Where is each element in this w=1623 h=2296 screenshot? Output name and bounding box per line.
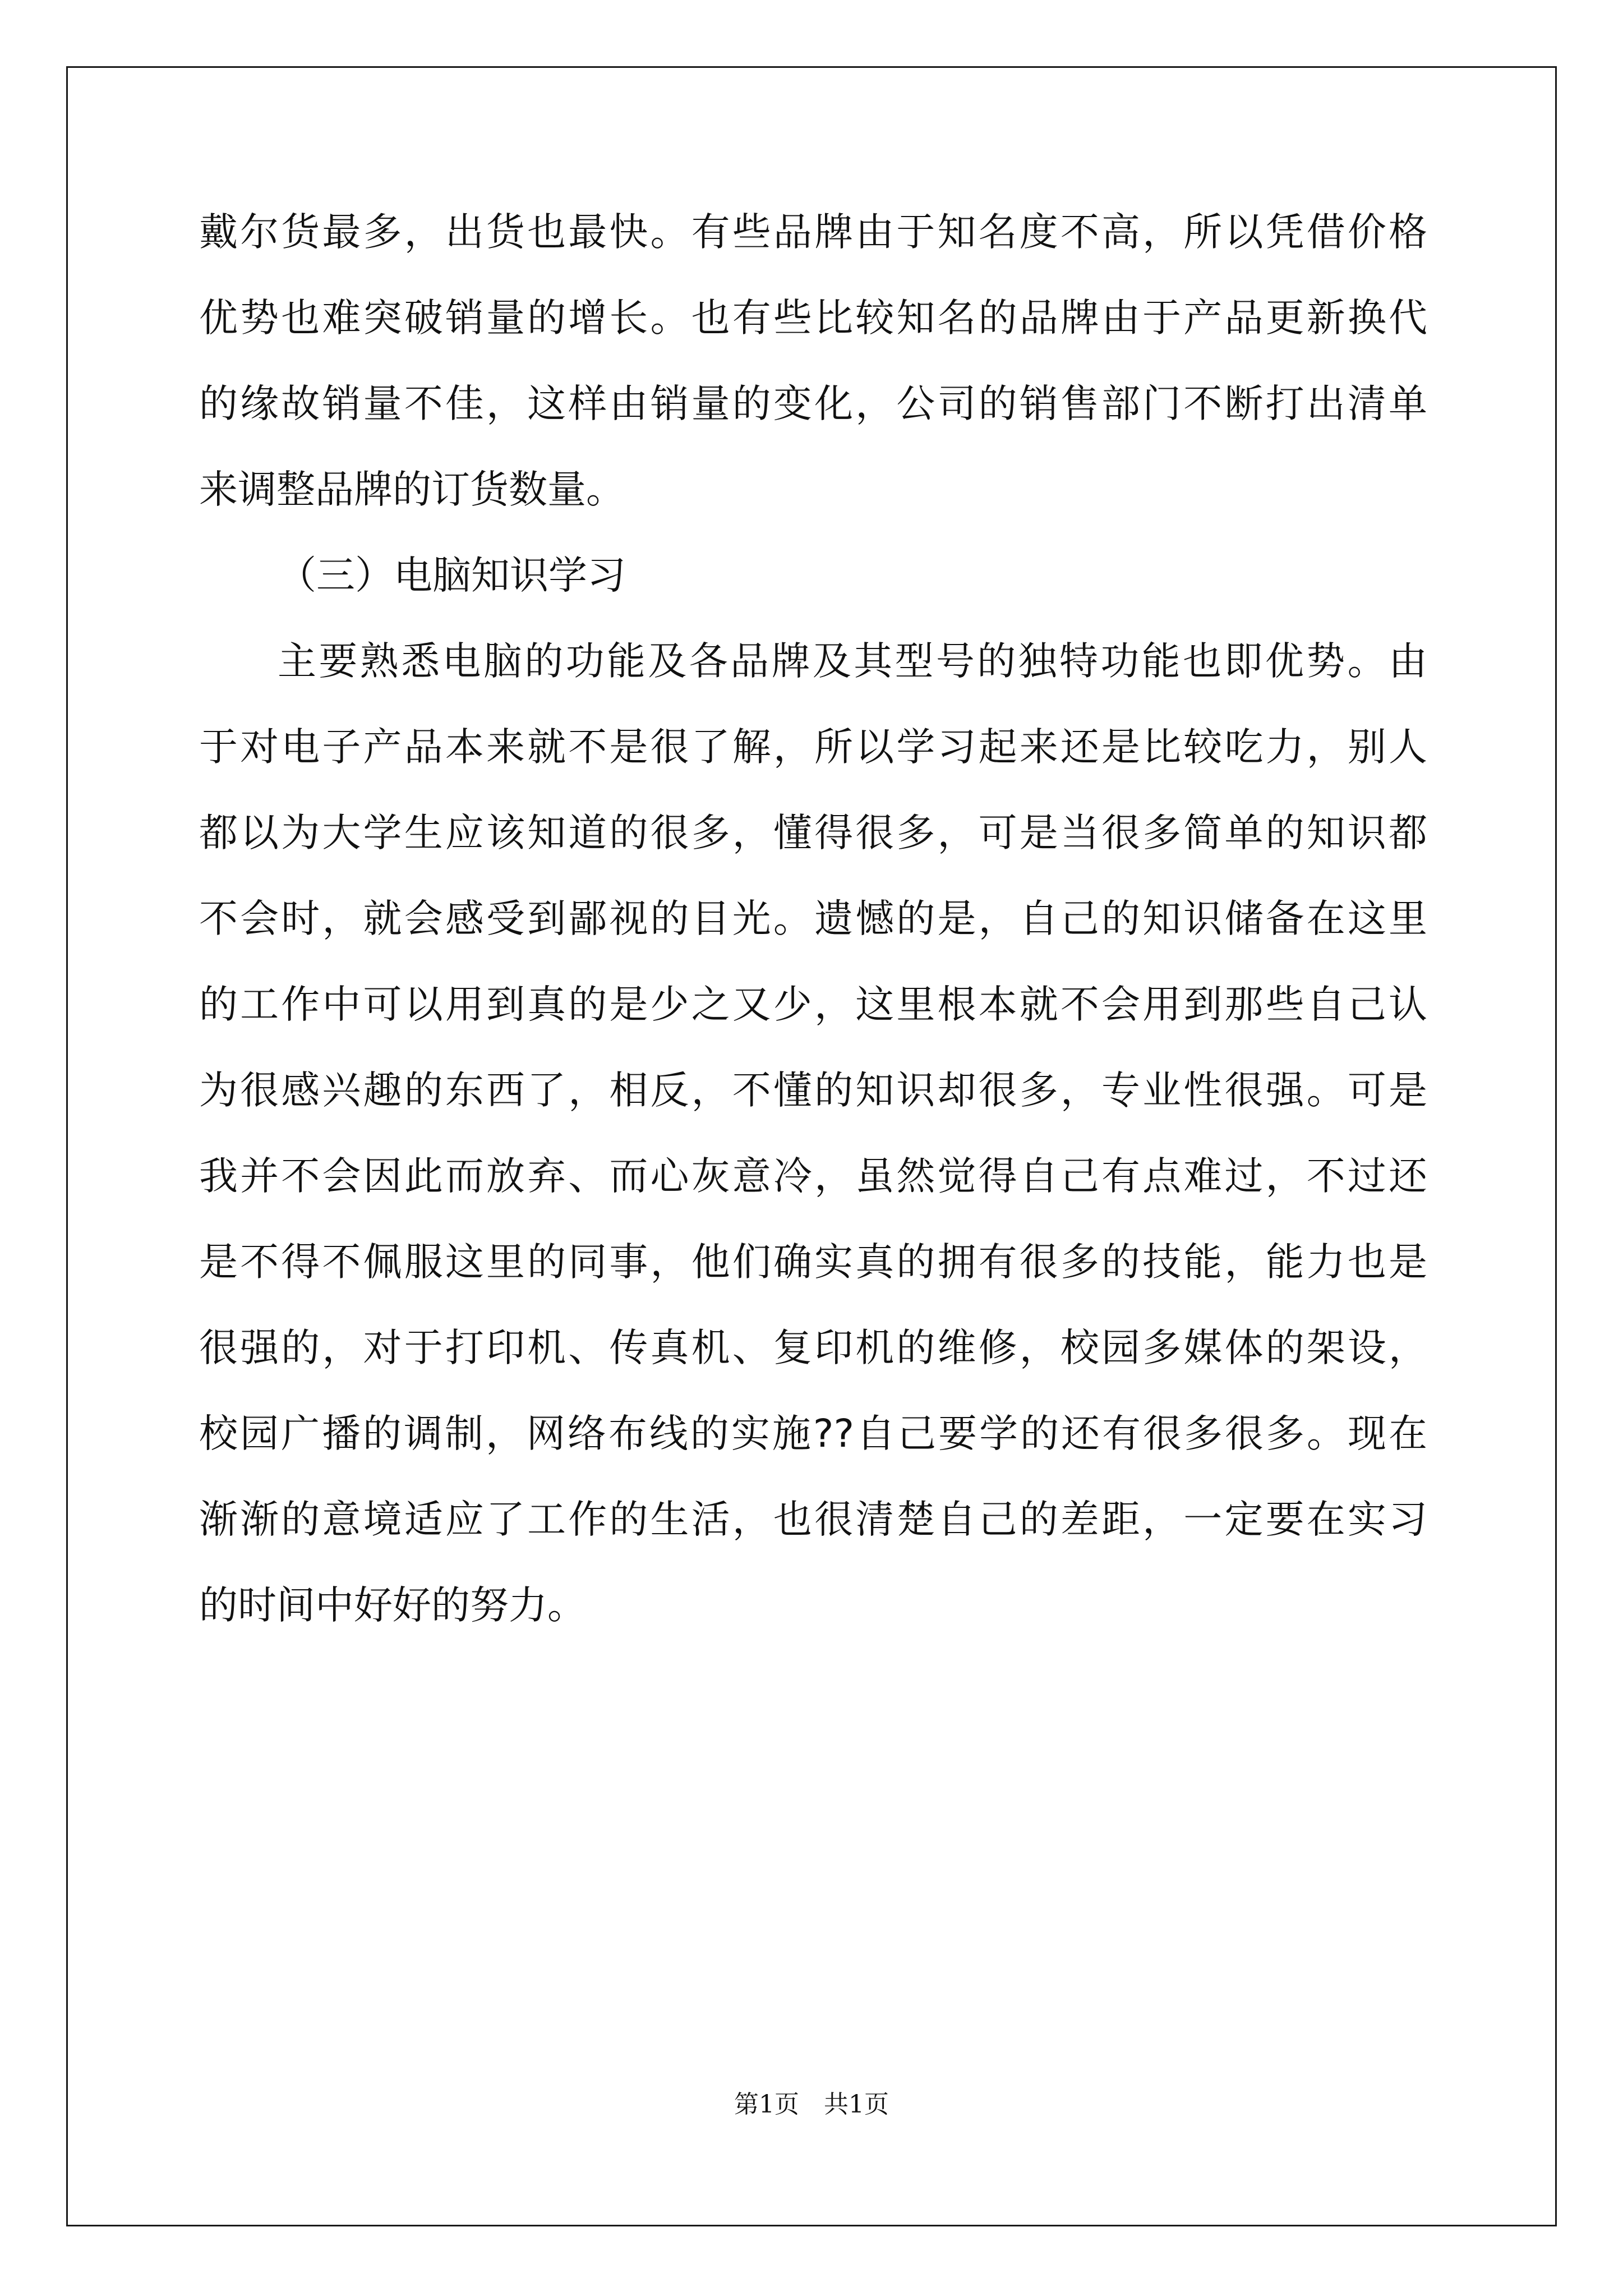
document-body	[199, 210, 1427, 1672]
text-line: 的工作中可以用到真的是少之又少，这里根本就不会用到那些自己认	[199, 982, 1427, 1027]
text-line: 的缘故销量不佳，这样由销量的变化，公司的销售部门不断打出清单	[199, 381, 1427, 426]
text-line: 很强的，对于打印机、传真机、复印机的维修，校园多媒体的架设，	[199, 1326, 1427, 1370]
page-number-footer: 第1页 共1页	[734, 2090, 889, 2119]
text-line: 于对电子产品本来就不是很了解，所以学习起来还是比较吃力，别人	[199, 725, 1427, 770]
text-line: 是不得不佩服这里的同事，他们确实真的拥有很多的技能，能力也是	[199, 1240, 1427, 1285]
text-line: 戴尔货最多，出货也最快。有些品牌由于知名度不高，所以凭借价格	[199, 210, 1427, 255]
section-heading: （三）电脑知识学习	[278, 553, 626, 598]
text-line: 来调整品牌的订货数量。	[199, 467, 625, 512]
text-line: 主要熟悉电脑的功能及各品牌及其型号的独特功能也即优势。由	[278, 639, 1427, 684]
text-line: 为很感兴趣的东西了，相反，不懂的知识却很多，专业性很强。可是	[199, 1068, 1427, 1113]
text-line: 的时间中好好的努力。	[199, 1583, 586, 1628]
text-line: 渐渐的意境适应了工作的生活，也很清楚自己的差距，一定要在实习	[199, 1497, 1427, 1542]
text-line: 优势也难突破销量的增长。也有些比较知名的品牌由于产品更新换代	[199, 296, 1427, 341]
text-line: 不会时，就会感受到鄙视的目光。遗憾的是，自己的知识储备在这里	[199, 896, 1427, 941]
text-line: 都以为大学生应该知道的很多，懂得很多，可是当很多简单的知识都	[199, 811, 1427, 855]
text-line: 我并不会因此而放弃、而心灰意冷，虽然觉得自己有点难过，不过还	[199, 1154, 1427, 1199]
text-line: 校园广播的调制，网络布线的实施??自己要学的还有很多很多。现在	[199, 1411, 1427, 1456]
